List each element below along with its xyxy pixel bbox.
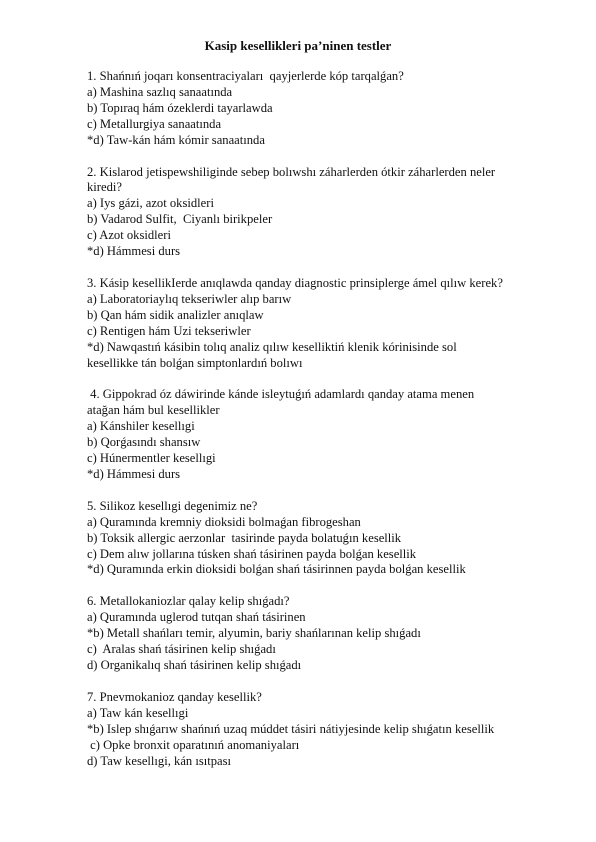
question-block	[87, 594, 557, 674]
question-block	[87, 690, 557, 770]
answer-options	[87, 610, 557, 674]
question-text: kiredi?	[87, 180, 122, 195]
answer-option: *b) Islep shıǵarıw shańnıń uzaq múddet tásiri nátiyjesinde kelip shıǵatın kesellik	[87, 721, 495, 736]
answer-option: *d) Quramında erkin dioksidi bolǵan shań tásirinnen payda bolǵan kesellik	[87, 562, 466, 577]
answer-option: c) Azot oksidleri	[87, 228, 171, 243]
question-block	[87, 499, 557, 579]
question-block	[87, 165, 557, 260]
answer-options	[87, 706, 557, 770]
answer-option: c) Húnermentler kesellıgi	[87, 451, 216, 466]
question-text: 1. Shańnıń joqarı konsentraciyaları qayjerlerde kóp tarqalǵan?	[87, 69, 404, 83]
answer-option: b) Qan hám sidik analizler anıqlaw	[87, 307, 264, 322]
answer-option: a) Taw kán kesellıgi	[87, 705, 189, 720]
answer-option: b) Toksik allergic aerzonlar tasirinde payda bolatuǵın kesellik	[87, 530, 402, 545]
answer-options	[87, 292, 557, 372]
answer-option: c) Dem alıw jollarına túsken shań tásirinen payda bolǵan kesellik	[87, 546, 417, 561]
question-text: 6. Metallokaniozlar qalay kelip shıǵadı?	[87, 594, 290, 609]
question-block	[87, 276, 557, 371]
answer-option: b) Qorǵasındı shansıw	[87, 435, 201, 450]
question-text: atağan hám bul kesellikler	[87, 403, 220, 418]
document-title: Kasip kesellikleri pa’ninen testler	[204, 38, 392, 53]
question-block	[87, 69, 557, 149]
question-text: 4. Gippokrad óz dáwirinde kánde isleytuǵıń adamlardı qanday atama menen	[87, 387, 475, 402]
answer-option: b) Vadarod Sulfit, Ciyanlı birikpeler	[87, 212, 273, 227]
answer-option: c) Aralas shań tásirinen kelip shıǵadı	[87, 642, 276, 657]
answer-option: a) Iys gázi, azot oksidleri	[87, 196, 214, 211]
answer-options	[87, 196, 557, 260]
answer-option: *d) Nawqastıń kásibin tolıq analiz qılıw keselliktiń klenik kórinisinde sol	[87, 339, 457, 354]
question-text: 5. Silikoz kesellıgi degenimiz ne?	[87, 498, 258, 513]
answer-option: *d) Taw-kán hám kómir sanaatında	[87, 132, 265, 147]
answer-options	[87, 85, 557, 149]
answer-option: *b) Metall shańları temir, alyumin, bariy shańlarınan kelip shıǵadı	[87, 626, 421, 641]
answer-option: *d) Hámmesi durs	[87, 466, 181, 481]
answer-option: a) Kánshiler kesellıgi	[87, 419, 195, 434]
answer-option: c) Rentigen hám Uzi tekseriwler	[87, 323, 251, 338]
answer-option: *d) Hámmesi durs	[87, 244, 181, 259]
answer-option: a) Laboratoriaylıq tekseriwler alıp barıw	[87, 291, 292, 306]
answer-option: d) Organikalıq shań tásirinen kelip shıǵadı	[87, 658, 302, 672]
question-list	[87, 69, 557, 785]
question-text: 7. Pnevmokanioz qanday kesellik?	[87, 689, 262, 704]
answer-options	[87, 515, 557, 579]
question-block	[87, 387, 557, 482]
answer-option: d) Taw kesellıgi, kán ısıtpası	[87, 753, 232, 768]
answer-option: a) Quramında kremniy dioksidi bolmaǵan fibrogeshan	[87, 514, 361, 529]
question-text: 2. Kislarod jetispewshiliginde sebep bolıwshı záharlerden ótkir záharlerden neler	[87, 164, 496, 179]
question-text: 3. Kásip kesellikIerde anıqlawda qanday diagnostic prinsiplerge ámel qılıw kerek?	[87, 275, 503, 290]
answer-option: kesellikke tán bolǵan simptonlardıń bolıwı	[87, 355, 303, 370]
answer-option: a) Quramında uglerod tutqan shań tásirinen	[87, 610, 306, 625]
answer-option: c) Opke bronxit oparatınıń anomaniyaları	[87, 737, 300, 752]
answer-options	[87, 419, 557, 483]
answer-option: b) Topıraq hám ózeklerdi tayarlawda	[87, 100, 273, 115]
answer-option: c) Metallurgiya sanaatında	[87, 116, 222, 131]
answer-option: a) Mashina sazlıq sanaatında	[87, 84, 233, 99]
